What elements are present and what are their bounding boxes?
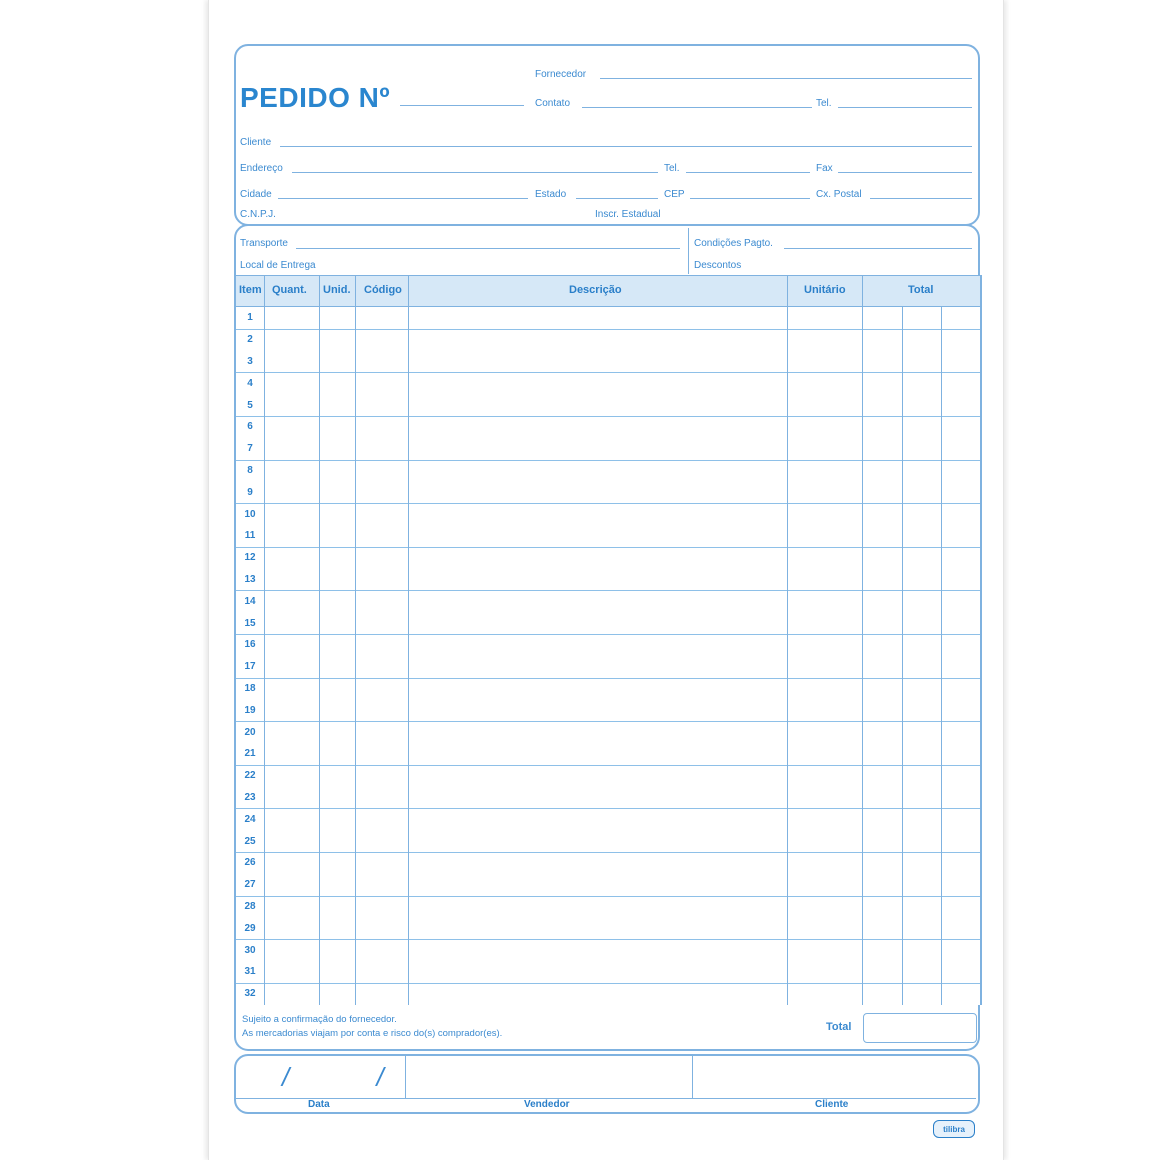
row-number: 8 [247, 464, 253, 476]
col-codigo: Código [364, 284, 402, 296]
note-line1: Sujeito a confirmação do fornecedor. [242, 1014, 397, 1025]
table-row[interactable] [236, 983, 980, 1006]
col-sep [787, 275, 788, 1005]
fax-label: Fax [816, 163, 833, 174]
tel-field[interactable] [838, 107, 972, 108]
condicoes-field[interactable] [784, 248, 972, 249]
col-quant: Quant. [272, 284, 307, 296]
cliente-sig-label: Cliente [815, 1099, 849, 1110]
row-number: 23 [244, 791, 256, 803]
table-row[interactable] [236, 634, 980, 657]
table-row[interactable] [236, 438, 980, 461]
brand-logo [933, 1120, 975, 1138]
table-row[interactable] [236, 765, 980, 788]
tel2-field[interactable] [686, 172, 810, 173]
total-label: Total [826, 1021, 852, 1033]
table-row[interactable] [236, 394, 980, 417]
col-sep [941, 307, 942, 1005]
descontos-label: Descontos [694, 260, 742, 271]
col-sep [862, 275, 863, 1005]
col-descricao: Descrição [569, 284, 622, 296]
row-number: 3 [247, 355, 253, 367]
estado-field[interactable] [576, 198, 658, 199]
cliente-field[interactable] [280, 146, 972, 147]
table-header [236, 275, 980, 308]
col-item: Item [239, 284, 262, 296]
row-number: 11 [244, 530, 256, 542]
tel-label: Tel. [816, 98, 832, 109]
row-number: 15 [244, 617, 256, 629]
fornecedor-label: Fornecedor [535, 69, 587, 80]
signature-line [236, 1098, 976, 1099]
row-number: 12 [244, 552, 256, 564]
col-total: Total [908, 284, 934, 296]
row-number: 4 [247, 377, 253, 389]
table-row[interactable] [236, 699, 980, 722]
col-sep [264, 275, 265, 1005]
cidade-label: Cidade [240, 189, 272, 200]
row-number: 5 [247, 399, 253, 411]
row-number: 13 [244, 573, 256, 585]
table-row[interactable] [236, 503, 980, 526]
row-number: 7 [247, 443, 253, 455]
cep-field[interactable] [690, 198, 810, 199]
table-row[interactable] [236, 830, 980, 853]
row-number: 2 [247, 334, 253, 346]
table-row[interactable] [236, 874, 980, 897]
endereco-label: Endereço [240, 163, 283, 174]
row-number: 17 [244, 661, 256, 673]
col-sep [355, 275, 356, 1005]
row-number: 28 [244, 900, 256, 912]
table-row[interactable] [236, 307, 980, 330]
cx-postal-label: Cx. Postal [816, 189, 862, 200]
brand-text: tilibra [943, 1124, 965, 1134]
table-row[interactable] [236, 808, 980, 831]
row-number: 14 [244, 595, 256, 607]
row-number: 30 [244, 944, 256, 956]
table-row[interactable] [236, 590, 980, 613]
contato-label: Contato [535, 98, 571, 109]
cidade-field[interactable] [278, 198, 528, 199]
col-sep [319, 275, 320, 1005]
row-number: 20 [244, 726, 256, 738]
table-row[interactable] [236, 939, 980, 962]
table-row[interactable] [236, 547, 980, 570]
local-entrega-label: Local de Entrega [240, 260, 316, 271]
table-row[interactable] [236, 743, 980, 766]
contato-field[interactable] [582, 107, 812, 108]
col-sep [408, 275, 409, 1005]
table-row[interactable] [236, 481, 980, 504]
table-row[interactable] [236, 329, 980, 352]
row-number: 26 [244, 857, 256, 869]
table-row[interactable] [236, 896, 980, 919]
col-unitario: Unitário [804, 284, 846, 296]
table-row[interactable] [236, 787, 980, 810]
date-field[interactable]: / / [282, 1062, 424, 1092]
data-label: Data [308, 1099, 330, 1110]
pedido-number-field[interactable] [400, 105, 524, 106]
shipping-divider [688, 228, 689, 274]
items-table [234, 275, 982, 1005]
table-row[interactable] [236, 961, 980, 984]
cliente-label: Cliente [240, 137, 272, 148]
row-number: 18 [244, 682, 256, 694]
estado-label: Estado [535, 189, 567, 200]
insc-estadual-label: Inscr. Estadual [595, 209, 661, 220]
table-row[interactable] [236, 372, 980, 395]
sig-divider-2 [692, 1056, 693, 1098]
transporte-field[interactable] [296, 248, 680, 249]
table-row[interactable] [236, 721, 980, 744]
cliente-signature-area[interactable] [695, 1058, 973, 1096]
row-number: 29 [244, 922, 256, 934]
table-row[interactable] [236, 525, 980, 548]
table-row[interactable] [236, 351, 980, 374]
cep-label: CEP [664, 189, 685, 200]
table-row[interactable] [236, 656, 980, 679]
row-number: 16 [244, 639, 256, 651]
row-number: 10 [244, 508, 256, 520]
fornecedor-field[interactable] [600, 78, 972, 79]
vendedor-signature-area[interactable] [408, 1058, 690, 1096]
table-row[interactable] [236, 416, 980, 439]
table-row[interactable] [236, 678, 980, 701]
col-unid: Unid. [323, 284, 351, 296]
table-row[interactable] [236, 852, 980, 875]
row-number: 27 [244, 879, 256, 891]
endereco-field[interactable] [292, 172, 658, 173]
table-row[interactable] [236, 917, 980, 940]
cx-postal-field[interactable] [870, 198, 972, 199]
fax-field[interactable] [838, 172, 972, 173]
row-number: 21 [244, 748, 256, 760]
row-number: 1 [247, 312, 253, 324]
table-row[interactable] [236, 569, 980, 592]
tel2-label: Tel. [664, 163, 680, 174]
row-number: 31 [244, 966, 256, 978]
row-number: 6 [247, 421, 253, 433]
row-number: 9 [247, 486, 253, 498]
row-number: 22 [244, 770, 256, 782]
note-line2: As mercadorias viajam por conta e risco do(s) comprador(es). [242, 1028, 503, 1039]
vendedor-label: Vendedor [524, 1099, 570, 1110]
row-number: 24 [244, 813, 256, 825]
cnpj-label: C.N.P.J. [240, 209, 276, 220]
row-number: 19 [244, 704, 256, 716]
transporte-label: Transporte [240, 238, 288, 249]
col-sep [902, 307, 903, 1005]
condicoes-label: Condições Pagto. [694, 238, 773, 249]
total-field[interactable] [863, 1013, 977, 1043]
shipping-box [234, 224, 980, 280]
form-title: PEDIDO Nº [240, 82, 391, 113]
table-row[interactable] [236, 612, 980, 635]
row-number: 25 [244, 835, 256, 847]
table-row[interactable] [236, 460, 980, 483]
row-number: 32 [244, 988, 256, 1000]
